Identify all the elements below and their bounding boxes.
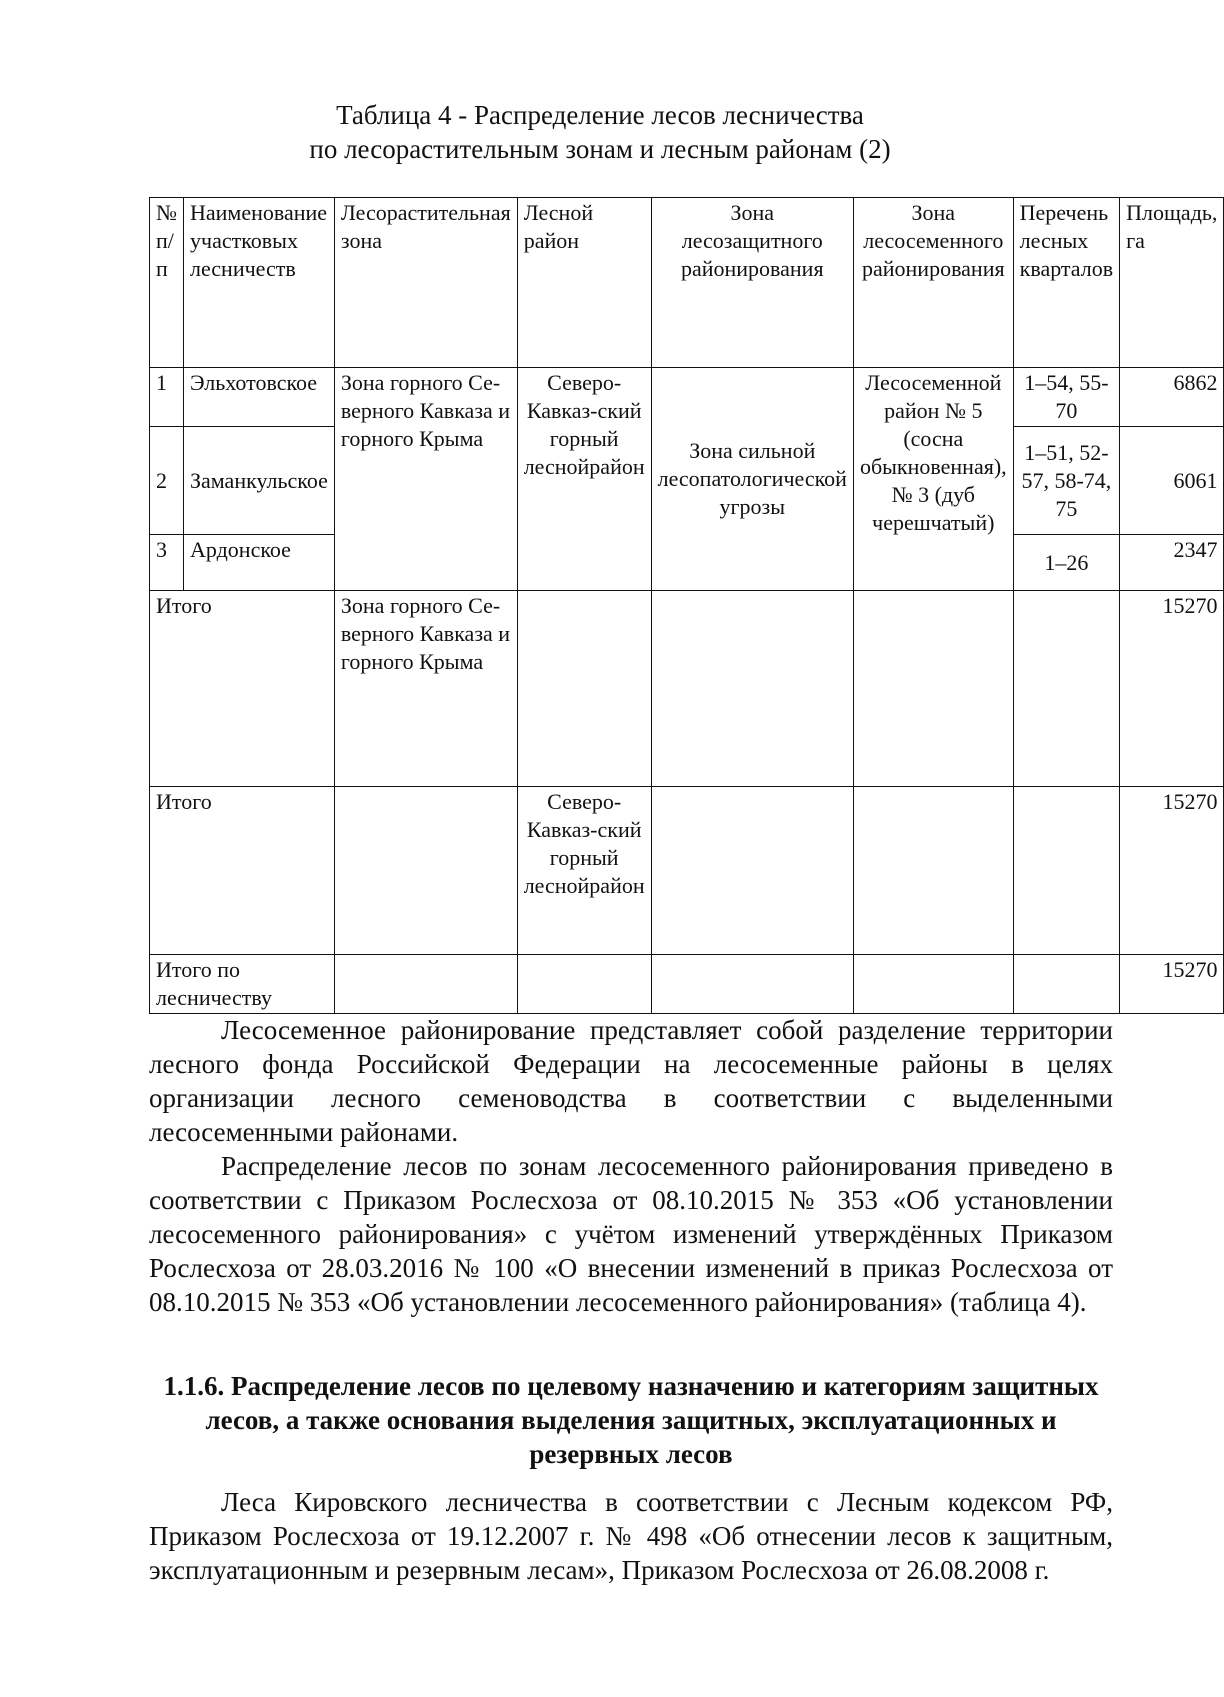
header-seed: Зона лесосеменного районирования (853, 198, 1013, 368)
total-area: 15270 (1120, 955, 1224, 1014)
total-area: 15270 (1120, 591, 1224, 787)
forest-distribution-table (149, 197, 1224, 1014)
total-label: Итого (150, 591, 335, 787)
caption-line-2: по лесорастительным зонам и лесным районам (2) (309, 134, 891, 164)
header-name: Наименование участковых лесничеств (184, 198, 335, 368)
merged-zone: Зона горного Се-верного Кавказа и горного Крыма (334, 368, 517, 591)
total-label: Итого по лесничеству (150, 955, 335, 1014)
row-name: Ардонское (184, 535, 335, 591)
row-area: 6862 (1120, 368, 1224, 427)
empty-cell (1013, 955, 1119, 1014)
total-region: Северо-Кавказ-ский горный леснойрайон (517, 787, 651, 955)
table-header-row (150, 198, 1224, 368)
total-zone (334, 787, 517, 955)
total-label: Итого (150, 787, 335, 955)
body-paragraphs (149, 1013, 1113, 1319)
table-caption (0, 98, 1200, 166)
header-zone: Лесорастительная зона (334, 198, 517, 368)
total-zone: Зона горного Се-верного Кавказа и горного Крыма (334, 591, 517, 787)
empty-cell (853, 955, 1013, 1014)
row-quarters: 1–51, 52-57, 58-74, 75 (1013, 427, 1119, 535)
empty-cell (651, 787, 853, 955)
row-name: Эльхотовское (184, 368, 335, 427)
merged-seed: Лесосеменной район № 5 (сосна обыкновенная), № 3 (дуб черешчатый) (853, 368, 1013, 591)
merged-protect: Зона сильной лесопатологической угрозы (651, 368, 853, 591)
row-num: 1 (150, 368, 184, 427)
total-region (517, 955, 651, 1014)
row-quarters: 1–26 (1013, 535, 1119, 591)
row-name: Заманкульское (184, 427, 335, 535)
total-row (150, 955, 1224, 1014)
row-area: 6061 (1120, 427, 1224, 535)
paragraph-distribution: Распределение лесов по зонам лесосеменного районирования приведено в соответствии с Приказом Рослесхоза от 08.10.2015 № 353 «Об установлении лесосеменного районирования» с учётом изменений утверждённых Приказом Рослесхоза от 28.03.2016 № 100 «О внесении изменений в приказ Рослесхоза от 08.10.2015 № 353 «Об установлении лесосеменного районирования» (таблица 4). (149, 1151, 1113, 1317)
row-num: 2 (150, 427, 184, 535)
row-area: 2347 (1120, 535, 1224, 591)
body-paragraph-last (149, 1485, 1113, 1587)
empty-cell (651, 591, 853, 787)
empty-cell (853, 787, 1013, 955)
table-row (150, 368, 1224, 427)
empty-cell (1013, 787, 1119, 955)
paragraph-forests-kirov: Леса Кировского лесничества в соответствии с Лесным кодексом РФ, Приказом Рослесхоза от 19.12.2007 г. № 498 «Об отнесении лесов к защитным, эксплуатационным и резервным лесам», Приказом Рослесхоза от 26.08.2008 г. (149, 1487, 1113, 1585)
empty-cell (1013, 591, 1119, 787)
total-row (150, 787, 1224, 955)
header-region: Лесной район (517, 198, 651, 368)
row-quarters: 1–54, 55-70 (1013, 368, 1119, 427)
section-heading: 1.1.6. Распределение лесов по целевому назначению и категориям защитных лесов, а также основания выделения защитных, эксплуатационных и резервных лесов (163, 1371, 1099, 1469)
paragraph-seed-zoning: Лесосеменное районирование представляет собой разделение территории лесного фонда Российской Федерации на лесосеменные районы в целях организации лесного семеноводства в соответствии с выделенными лесосеменными районами. (149, 1015, 1113, 1147)
total-area: 15270 (1120, 787, 1224, 955)
empty-cell (651, 955, 853, 1014)
header-num: № п/п (150, 198, 184, 368)
row-num: 3 (150, 535, 184, 591)
header-quarters: Перечень лесных кварталов (1013, 198, 1119, 368)
total-row (150, 591, 1224, 787)
caption-line-1: Таблица 4 - Распределение лесов лесничества (336, 100, 864, 130)
merged-region: Северо-Кавказ-ский горный леснойрайон (517, 368, 651, 591)
header-protect: Зона лесозащитного районирования (651, 198, 853, 368)
header-area: Площадь, га (1120, 198, 1224, 368)
total-region (517, 591, 651, 787)
total-zone (334, 955, 517, 1014)
empty-cell (853, 591, 1013, 787)
